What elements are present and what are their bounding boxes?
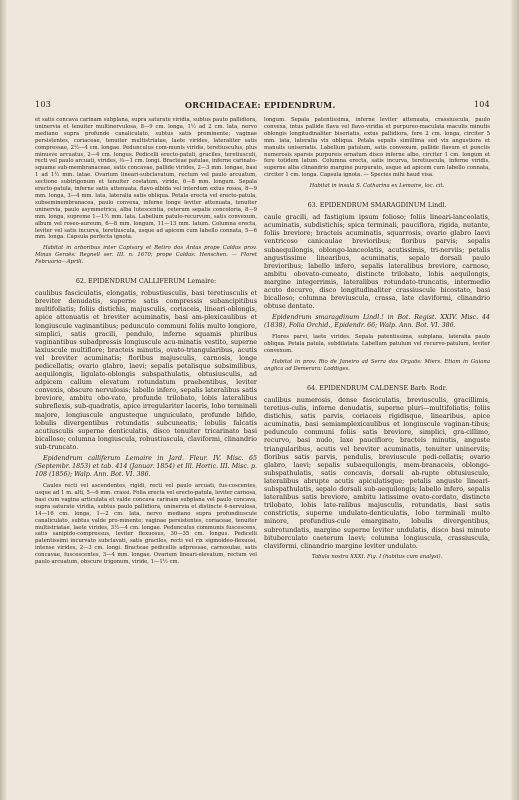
- species-62-description: Caules recti vel ascendentes, rigidi, recti vel paulo arcuati, fus-coscentes, usque ad 1 m. alti, 5—6 mm. crassi. Folia erecta vel erecto-patula, leviter carnosa, basi cum vagina articulata et valde concava carinam subplana vel paulo concava, supra saturate viridia, subtus paulo pallidiora, uninervia et distincte 4-nervulosa, 14—16 cm. longa, 1—2 cm. lata, nervo mediano supra profundiuscule canaliculato, subtus valde pro-minente; vaginae persistentes, coriaceae, tenuiter multistriatae, laete virides, 3½—4 cm. longae. Pedunculus communis fuscescens, satis sanipido-compressus, leviter flexuosus, 30—35 cm. longus. Pedicelli patentissimi incurvato subclavati, satis graciles, recti vel rix sigmoideo-flexuosi, intense virides, 2—3 cm. longi. Bracteae pedicellis adpressae, carnosulae, satis concavae, fuscescentes, 3—4 mm. longae. Ovarium lineari-elevatum, rectum vel paulo arcuatum, obscure trigonum, viride, 1—1½ cm.: [35, 483, 257, 566]
- running-title: ORCHIDACEAE: EPIDENDRUM.: [185, 100, 336, 110]
- species-62-diagnosis: caulibus fasciculatis, elongatis, robustiusculis, basi teretiusculis et breviter denudatis, superne satis compressis subancipitibus multifoliatis; foliis distichis, majusculis, coriaceis, lineari-oblongis, apice attenuatis et breviter acuminatis, basi am-plexicaulibus et longiuscule vaginantibus; pedunculo communi foliis multo longiore, simplici, satis gracili, pendulo, inferne squamis pluribus vaginantibus subadpressis longiuscule acu-minatis vestito, superne laxiuscule multiflore; bracteis minutis, ovato-triangularibus, acutis vel breviter acuminatis; floribus majusculis, carnosis, longe pedicellatis; ovario glabro, laevi; sepalis petalisque subsimilibus, aequilongis, ligulato-oblongis subspathulatis, obtusiusculis, ad adpicem callum elevatum rotundatum praebentibus, leviter convexis, obscure nervulosis; labello infero, sepalis lateralibus satis breviore, ambitu obo-vato, profunde trilobato, lobis lateralibus subreflexis, sub-quadratis, apice irregulariter laceris, lobo terminali majore, longiuscule angusteque unguiculato, profunde bifido, lobulis divergentibus rotundatis subcuneatis; lobulis falcatis acutiusculis superne denticulatis, disco tenuiter tricarinato basi bicalloso; columna longiuscula, robustiuscula, claviformi, clinandrio sub-truncato.: [35, 289, 257, 451]
- page-header: [35, 100, 490, 112]
- species-62-title: 62. EPIDENDRUM CALLIFERUM Lemaire:: [75, 277, 217, 286]
- species-64-diagnosis: caulibus numerosis, dense fasciculatis, breviusculis, gracillimis, teretius-culis, inferne denudatis, superne pluri—multifoliatis; foliis distichis, satis parvis, coriaceis rigidisque, linearibus, apice acuminatis, basi semiamplexicaulibus et longiuscule vaginan-tibus; pedunculo communi foliis satis breviore, simplici, gra-cillimo, recurvo, basi nudo, laxe paucifloro; bracteis minutis, anguste triangularibus, acutis vel breviter acuminatis, tenuiter uninerviis; floribus satis parvis, pendulis, breviuscule pedi-cellatis; ovario glabro, laevi; sepalis subaequilongis, mem-branaceis, oblongo-subspathulatis, satis concavis, dorsali ab-rupte obtusiusculo, lateralibus abrupte acutis apiculatisque; petalis anguste lineari-subspathulatis, sepalo dorsali sub-aequilongis; labello infero, sepalis lateralibus satis breviore, ambitu latissime ovato-cordato, distincte trilobato, lobis late-ralibus majusculis, rotundatis, basi satis constrictis, superne undulato-denticulatis, lobo terminali multo minore, profundius-cule emarginato, lobulis divergentibus, subrotundatis, margine superne leviter undulatis, disco basi minute bituberculato caeterum laevi; columna longiuscula, crassiuscula, claviformi, clinandrio margine leviter undulato.: [264, 396, 490, 550]
- species-64-plate-reference: Tabula nostra XXXI. Fig. I (habitus cum analysi).: [311, 553, 443, 560]
- species-63-description: Flores parvi, laete virides. Sepala patentissima, subplana, lateralia paulo obliqua. Petala patula, subdilatata. Labellum patulum vel recurvo-patulum, leviter convexum.: [264, 334, 490, 355]
- species-63-diagnosis: caule gracili, ad fastigium ipsum folioso; foliis lineari-lanceolatis, acuminatis, subdistichis; spica terminali, pauciflora, rigida, nutante, foliis breviore; bracteis acuminatis, squarrosis, ovario glabro laevi ventricoso canicaulae brevioribus; floribus parvis; sepalis subaequilongis, oblongo-lanceolatis, acutissimis, tri-nerviis; petalis angustissime linearibus, acuminatis, sepalo dorsali paulo brevioribus; labello infero, sepalis lateralibus breviore, carnoso, ambitu obovato-cuneato, distincte trilobato, lobis aequilongis, margine integerrimis, lateralibus rotundato-truncatis, intermedio acuto decurvo, disco longitudinaliter crassiuscule bicostato, basi bicalloso; columna breviuscula, crassa, late claviformi, clinandrio obtuse dentato.: [264, 213, 490, 311]
- species-62-habitat: Habitat in insula S. Catharina ex Lemaire, loc. cit.: [309, 183, 445, 190]
- species-63-references: Epidendrum smaragdinum Lindl.! in Bot. Regist. XXIV. Misc. 44 (1838), Folia Orchid., Epidendr. 66; Walp. Ann. Bot. VI. 386.: [264, 314, 490, 330]
- species-63-title: 63. EPIDENDRUM SMARAGDINUM Lindl.: [307, 201, 447, 210]
- page-number-right: 104: [473, 100, 490, 109]
- species-64-title: 64. EPIDENDRUM CALDENSE Barb. Rodr.: [306, 383, 447, 392]
- habitat-note: Habitat in arboribus inter Capivary et Retiro dos Antas prope Caldas prov. Minas Geraës: Regnell ser. III. n. 1670; prope Caldas: Henschen. — Floret Februario—Aprili.: [35, 245, 257, 266]
- species-62-description-cont: longum. Sepala patentissima, inferne leviter attenuata, crassiuscula, paulo convexa, intus pallide flava vel flavo-viridia et purpureo-maculata maculis minutis oblongis longitudinaliter biseriatis, extus pallidiora, fere 2 cm. longa, circiter 5 mm. lata, lateralia vix obliqua. Petala sepalis simillima sed vix angustiora et manulis uniseriatis. Labellum patulum, satis convexum, pallide flavum et punctis numerosis sparsis purpureis ornatum disco inferne albo, circiter 1 cm. longum et fere totidem latum. Columna erecta, satis incurva, teretiuscula, inferne viridis, superne alba clinandrio margine purpurato, usque ad apicem cum labello connata, circiter 1 cm. longa. Capsula ignota. — Species mihi haud visa.: [264, 117, 490, 179]
- page-number-left: 103: [35, 100, 52, 109]
- description-continuation: et satis concava carinam subplana, supra saturate viridia, subtus pauto pallidiora, uninervia et tenuiter multinervulosa, 8—9 cm. longa, 1½ ad 2 cm. lata, nervo mediano supra profunde canaliculato, subtus satis prominente; vaginae persistentes, coriaceae, tenuiter multistriatae, laete virides, lateraliter satis compressae, 2½—4 cm. longae. Pedunculus com-munis viridis, teretiusculus, plus minusve arcuatus, 2—4 cm. longus. Pedicelli erecto-patuli, graciles, teretiusculi, recti vel paulo arcuati, virides, ⅓—1 cm. longi. Bracteae patulae, inferne carinato-squame sub-membranaceae, satis concavae, pallide virides, 2—3 mm. longae, basi 1 ad 1½ mm. latae. Ovarium lineari-subclavatum, rectum vel paulo arcuatum, sectione subtrigonum et tenuiter costatum, viride, 6—8 mm. longum. Sepala erecto-patula, inferne satis attenuata, flavo-albida vel interdum extus rosea, 8—9 mm. longa, 3—4 mm. lata, lateralia satis obliqua. Petala erecta vel erecto-patula, subseminembranacea, paulo convexa, inferne longe leviter attenuata, tenuiter uninervia, paulo asymmetrica, alba lutescentia, ceterum sepalis concoloria, 8—9 mm. longa, supreme 1—1½ mm. lata. Labellum patulo-recurvum, satis convexum, album vel roseo-aureum, 6—8 mm. longum, 11—13 mm. latum. Columna erecta, leviter vel satis incurva, teretiuscula, usque ad apicem cum labello connata, 5—6 mm. longa. Capsula perfecta ignota.: [35, 117, 257, 241]
- left-column: [35, 117, 257, 566]
- right-column: [264, 117, 490, 561]
- page-edge-right: [511, 0, 519, 800]
- species-62-references: Epidendrum calliferum Lemaire in Jard. Fleur. IV. Misc. 65 (Septembr. 1853) et tab. 414 (Januar. 1854) et Ill. Hortic. III. Misc. p. 108 (1856); Walp. Ann. Bot. VI. 386.: [35, 455, 257, 479]
- page-edge-left: [0, 0, 6, 800]
- species-63-habitat: Habitat in prov. Rio de Janeiro ad Serra dos Orgaös: Miers. Etiam in Guiana anglica ad Demerara: Loddiges.: [264, 359, 490, 372]
